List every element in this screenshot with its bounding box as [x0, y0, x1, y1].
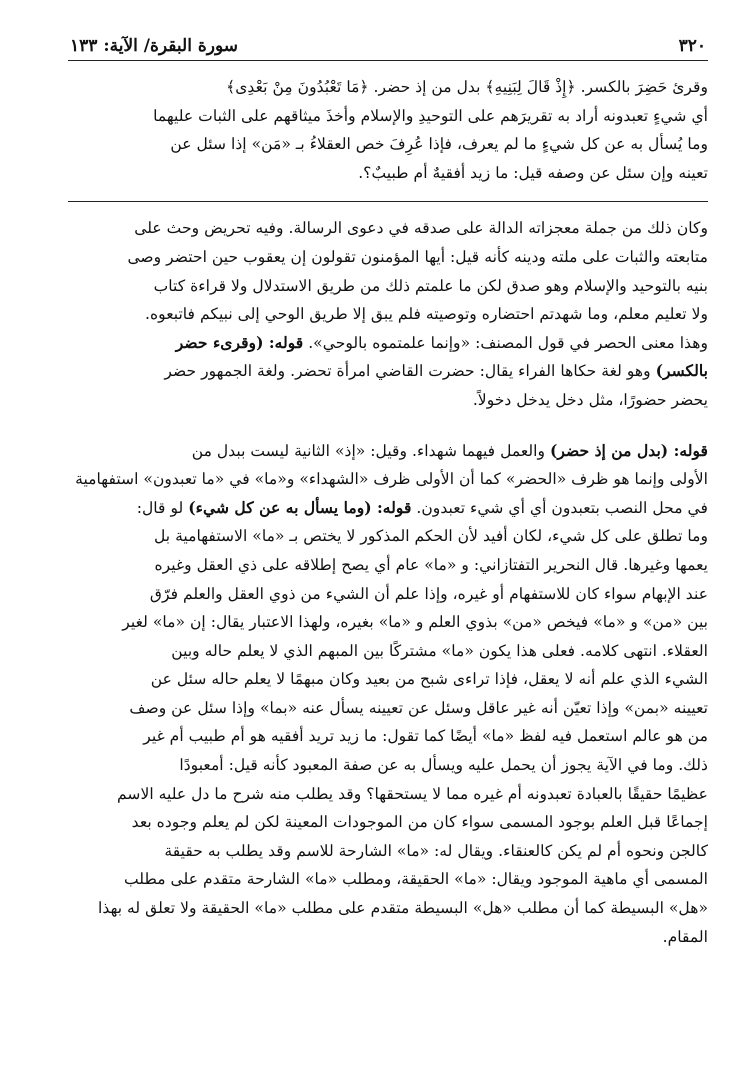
text-run: لو قال:: [136, 498, 189, 517]
paragraph-gap: [68, 415, 708, 437]
gloss-paragraph-3: [68, 437, 708, 952]
text-line: وما يُسأل به عن كل شيءٍ ما لم يعرف، فإذا عُرِفَ خص العقلاءُ بـ «مَن» إذا سئل عن: [170, 135, 708, 154]
text-line: وما تطلق على كل شيء، لكان أفيد لأن الحكم المذكور لا يختص بـ «ما» الاستفهامية بل: [153, 527, 708, 546]
page-number: ٣٢٠: [678, 36, 706, 56]
text-run: والعمل فيهما شهداء. وقيل: «إذ» الثانية ليست ببدل من: [191, 441, 551, 460]
text-line: الأولى وإنما هو ظرف «الحضر» كما أن الأولى ظرف «الشهداء» و«ما» في «ما تعبدون» استفهامية: [75, 470, 708, 489]
text-line: من هو عالم استعمل فيه لفظ «ما» أيضًا كما تقول: ما زيد تريد أفقيه هو أم طبيب أم غير: [143, 727, 708, 746]
text-line: وقرئ حَضِرَ بالكسر. ﴿إِذْ قَالَ لِبَنِيهِ﴾ بدل من إذ حضر. ﴿مَا تَعْبُدُونَ مِنْ بَعْدِى﴾: [226, 78, 708, 96]
text-run: وهذا معنى الحصر في قول المصنف: «وإنما علمتموه بالوحي».: [303, 333, 708, 352]
text-line: [68, 329, 708, 358]
text-line: المسمى أي ماهية الموجود ويقال: «ما» الحقيقة، ومطلب «ما» الشارحة متقدم على مطلب: [123, 870, 708, 889]
text-line: يحضر حضورًا، مثل دخل يدخل دخولاً.: [472, 390, 708, 409]
text-run: وهو لغة حكاها الفراء يقال: حضرت القاضي امرأة تحضر. ولغة الجمهور حضر: [164, 362, 656, 381]
text-line: [68, 437, 708, 466]
text-line: أي شيءٍ تعبدونه أراد به تقريرَهم على التوحيدِ والإسلام وأخذَ ميثاقهم على الثبات عليهما: [153, 106, 708, 125]
gloss-paragraph-2: [68, 329, 708, 415]
text-line: العقلاء. انتهى كلامه. فعلى هذا يكون «ما» مشتركًا بين المبهم الذي لا يعلم حاله وبين: [171, 641, 708, 660]
page: [68, 36, 708, 951]
text-line: [68, 357, 708, 386]
bold-lemma: قوله: (بدل من إذ حضر): [550, 440, 708, 460]
running-title: سورة البقرة/ الآية: ١٣٣: [70, 36, 238, 56]
text-line: ولا تعليم معلم، وما شهدتم احتضاره وتوصيته فلم يبق إلا طريق الوحي إلى نبيكم فاتبعوه.: [145, 305, 708, 324]
text-line: عند الإبهام سواء كان للاستفهام أو غيره، وإذا علم أن الشيء من ذوي العقل والعلم فرّق: [149, 584, 708, 603]
text-line: وكان ذلك من جملة معجزاته الدالة على صدقه في دعوى الرسالة. وفيه تحريض وحث على: [134, 219, 708, 238]
text-line: [68, 494, 708, 523]
text-line: ذلك. وما في الآية يجوز أن يحمل عليه ويسأل به عن صفة المعبود كأنه قيل: أمعبودًا: [179, 756, 708, 775]
verse-commentary: [68, 73, 708, 187]
text-run: في محل النصب بتعبدون أي أي شيء تعبدون.: [411, 498, 708, 517]
text-line: المقام.: [662, 927, 708, 946]
text-line: الشيء الذي علم أنه لا يعقل، فإذا تراءى شبح من بعيد وكان مبهمًا لا يعلم حاله سئل عن: [150, 670, 708, 689]
text-line: تعيينه «بمن» وإذا تعيّن أنه غير عاقل وسئل عن تعيينه يسأل عنه «بما» وإذا سئل عن وصف: [129, 698, 708, 717]
bold-lemma: قوله: (وقرىء حضر: [175, 332, 304, 352]
text-line: إجماعًا قبل العلم بوجود المسمى سواء كان من الموجودات المعينة لكن لم يعلم وجوده بعد: [131, 813, 708, 832]
text-line: متابعته والثبات على ملته ودينه كأنه قيل: أيها المؤمنون تقولون إن يعقوب حين احتضر وصى: [127, 247, 708, 266]
page-header: [68, 36, 708, 61]
text-line: كالجن ونحوه أم لم يكن كالعنقاء. ويقال له: «ما» الشارحة للاسم وقد يطلب به حقيقة: [164, 841, 708, 860]
bold-lemma: بالكسر): [655, 361, 708, 381]
text-line: يعمها وغيرها. قال النحرير التفتازاني: و «ما» عام أي يصح إطلاقه على ذي العقل وغيره: [154, 555, 708, 574]
text-line: «هل» البسيطة كما أن مطلب «هل» البسيطة متقدم على مطلب «ما» الحقيقة ولا تعلق له بهذا: [98, 899, 708, 918]
bold-lemma: قوله: (وما يسأل به عن كل شيء): [188, 497, 412, 517]
text-line: بين «من» و «ما» فيخص «من» بذوي العلم و «ما» بغيره، ولهذا الاعتبار يقال: إن «ما» لغير: [122, 613, 708, 632]
text-line: بنيه بالتوحيد والإسلام وهو صدق لكن ما علمتم ذلك من طريق الاستدلال ولا قراءة كتاب: [153, 276, 708, 295]
text-line: تعينه وإن سئل عن وصفه قيل: ما زيد أفقيهٌ أم طبيبٌ؟.: [358, 163, 708, 182]
divider: [68, 201, 708, 202]
gloss-paragraph-1: [68, 214, 708, 328]
text-line: عظيمًا حقيقًا بالعبادة تعبدونه أم غيره مما لا يستحقها؟ وقد يطلب منه شرح ما دل عليه الاسم: [117, 784, 708, 803]
